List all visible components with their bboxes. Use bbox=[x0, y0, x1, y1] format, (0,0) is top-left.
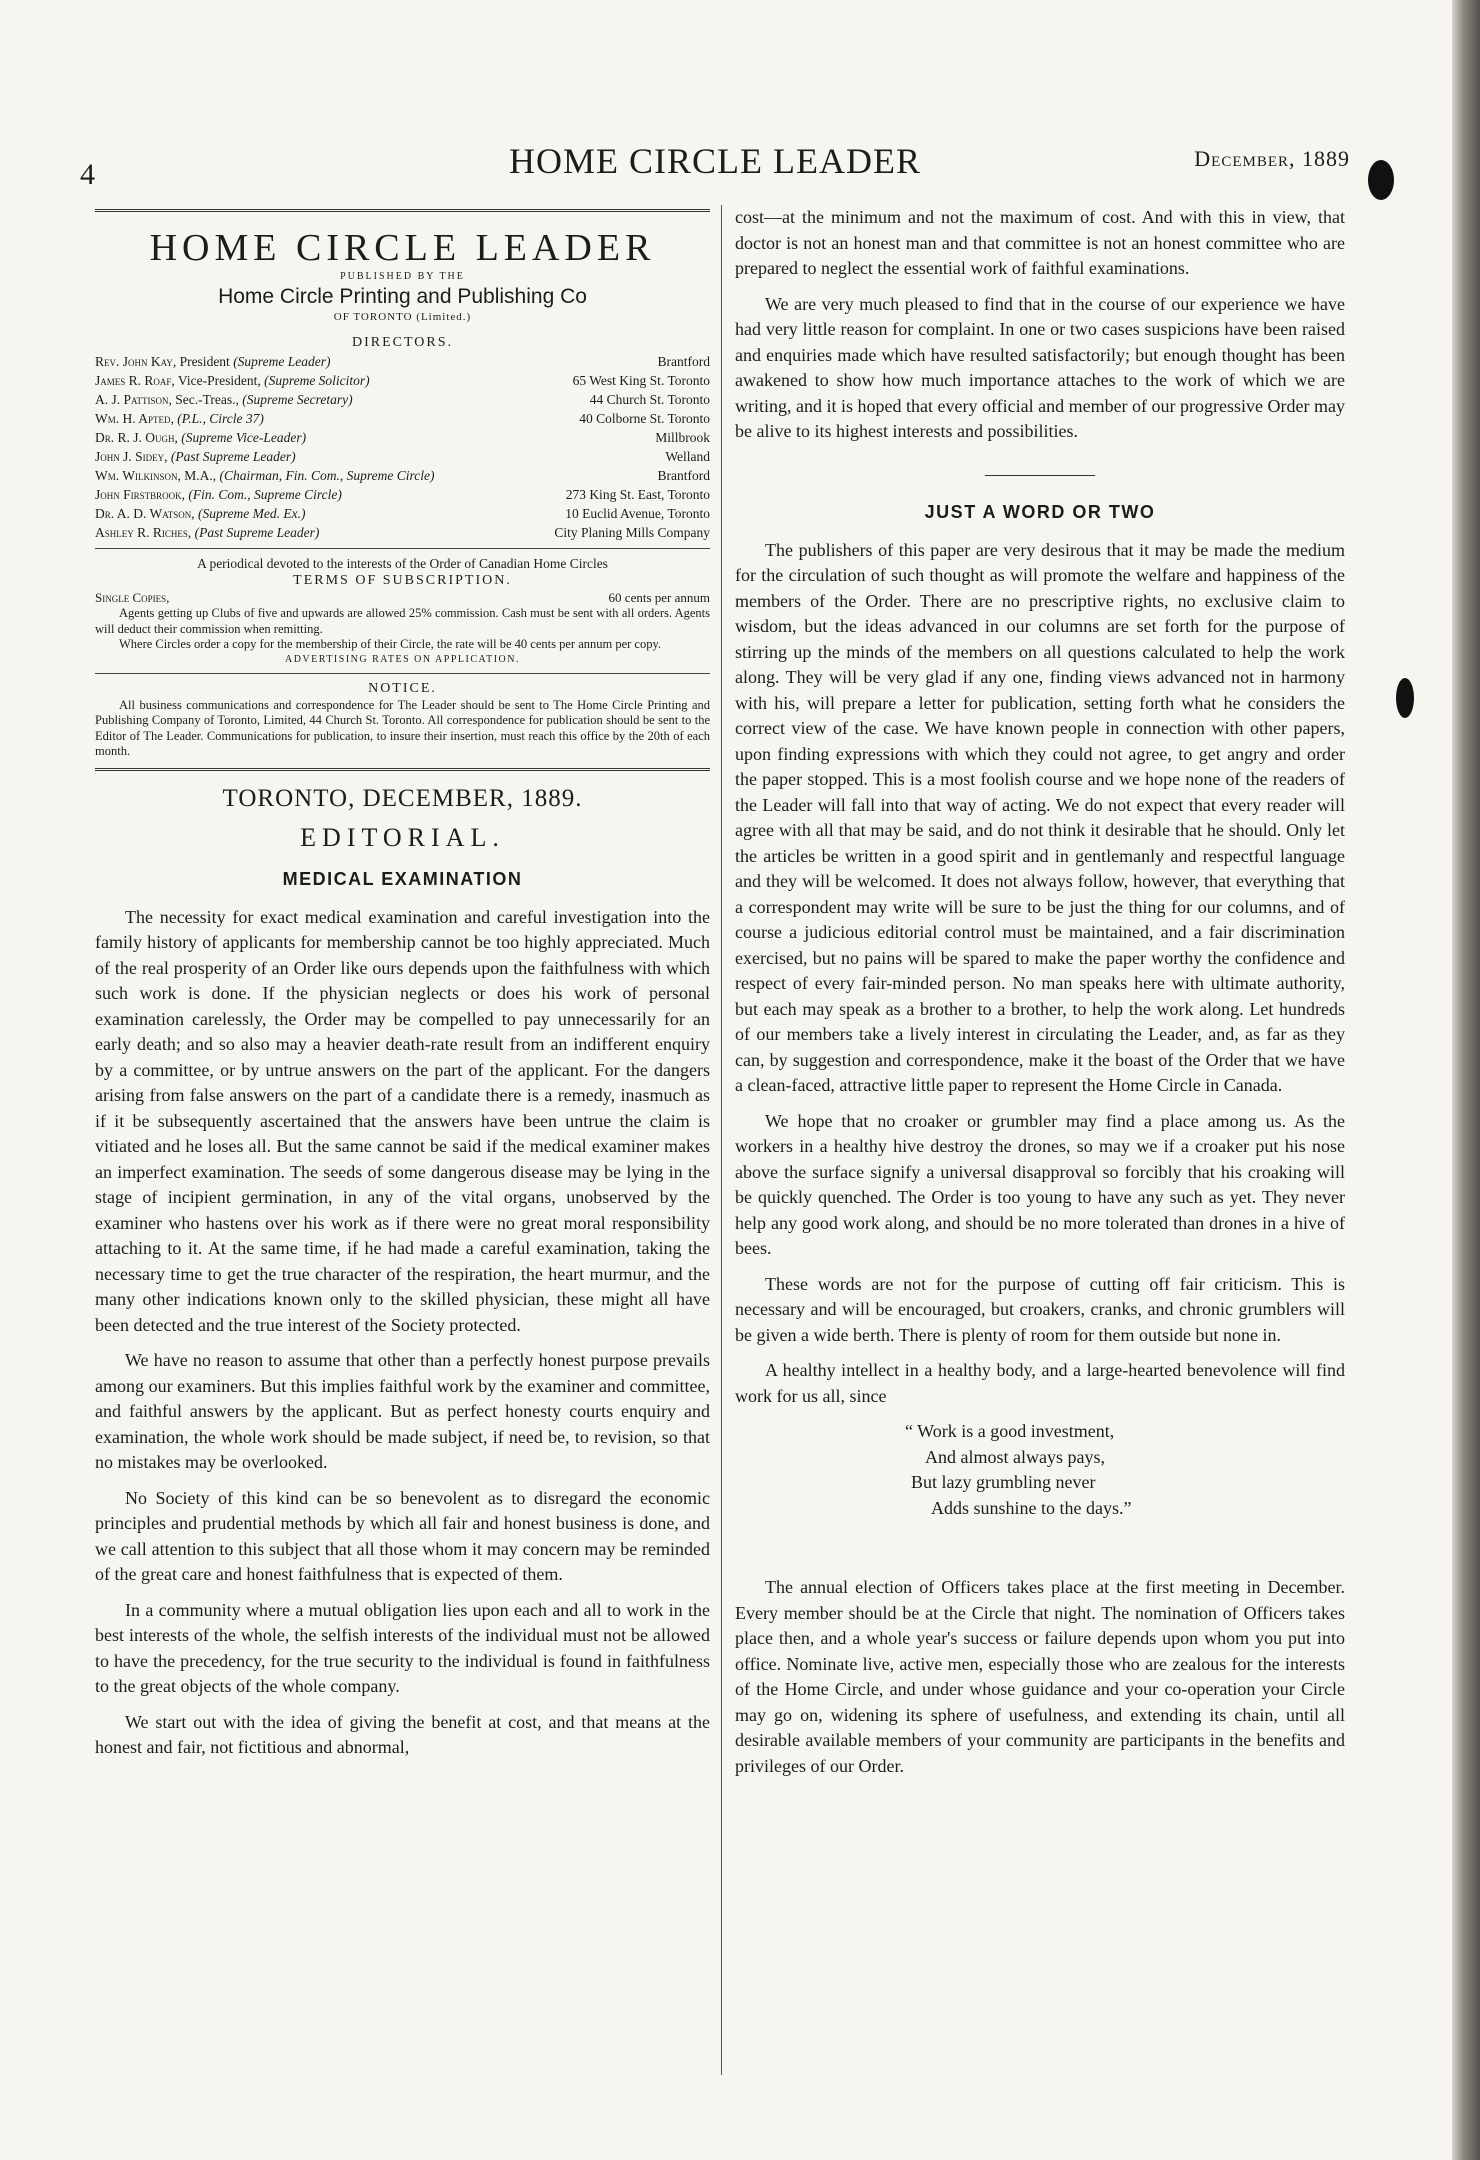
article-paragraph: The necessity for exact medical examination and careful investigation into the family history of applicants for membership cannot be too highly appreciated. Much of the real prosperity of an Order like ours depends upon the faithfulness with which such work is done. If the physician neglects or does his work of personal examination carelessly, the Order may be compelled to pay unnecessarily for an early death; and so also may a heavier death-rate result from an indifferent enquiry by a committee, or by untrue answers on the part of the applicant. For the dangers arising from false answers on the part of a candidate there is a remedy, inasmuch as if it be subsequently ascertained that the answers have been untrue the claim is vitiated and he loses all. But the same cannot be said if the medical examiner makes an imperfect examination. The seeds of some dangerous disease may be lying in the stage of incipient germination, in any of the vital organs, unobserved by the examiner who hastens over his work as if there were no great moral responsibility attaching to it. At the same time, if he had made a careful examination, taking the necessary time to get the true character of the respiration, the heart murmur, and the many other indications known only to the skilled physician, these might all have been detected and the true interest of the Society protected. bbox=[95, 906, 710, 1335]
director-role: , bbox=[170, 411, 178, 426]
column-divider bbox=[721, 205, 722, 2075]
director-row bbox=[95, 371, 710, 390]
left-column bbox=[95, 205, 710, 1771]
director-address: 44 Church St. Toronto bbox=[589, 392, 710, 407]
director-office: (Fin. Com., Supreme Circle) bbox=[188, 487, 342, 502]
notice-text: All business communications and correspondence for The Leader should be sent to The Home Circle Printing and Publishing Company of Toronto, Limited, 44 Church St. Toronto. All correspondence for publication should be sent to the Editor of The Leader. Communications for publication, to insure their insertion, must reach this office by the 20th of each month. bbox=[95, 697, 710, 758]
single-copies-row bbox=[95, 590, 710, 606]
dateline: TORONTO, DECEMBER, 1889. bbox=[222, 784, 583, 812]
word-heading: JUST A WORD OR TWO bbox=[924, 501, 1156, 522]
director-address: Brantford bbox=[657, 354, 710, 369]
periodical-note: A periodical devoted to the interests of the Order of Canadian Home Circles bbox=[197, 556, 608, 571]
running-title: HOME CIRCLE LEADER bbox=[509, 141, 921, 181]
word-article bbox=[735, 538, 1345, 1410]
director-row bbox=[95, 428, 710, 447]
running-date: December, 1889 bbox=[1194, 146, 1350, 171]
director-role: , bbox=[191, 506, 199, 521]
article-paragraph: No Society of this kind can be so benevolent as to disregard the economic principles and prudential methods by which all fair and honest business is done, and we call attention to this subject that all those whom it may concern may be reminded of the great care and honest faithfulness that is expected of them. bbox=[95, 1487, 710, 1584]
director-role: , bbox=[181, 487, 189, 502]
director-address: 40 Colborne St. Toronto bbox=[579, 411, 710, 426]
director-office: (Supreme Leader) bbox=[233, 354, 331, 369]
director-office: (Supreme Solicitor) bbox=[264, 373, 370, 388]
director-row bbox=[95, 390, 710, 409]
director-row bbox=[95, 447, 710, 466]
director-role: , bbox=[164, 449, 171, 464]
article-paragraph: The publishers of this paper are very desirous that it may be made the medium for the circulation of such thought as will promote the welfare and happiness of the members of the Order. There are no prescriptive rights, no exclusive claim to wisdom, but the ideas advanced in our columns are set forth for the purpose of stirring up the minds of the members on all questions calculated to help the work along. They will be very glad if any one, finding views advanced not in harmony with his, will prepare a letter for publication, setting forth what he considers the correct view of the case. We have known people in connection with other papers, upon finding expressions with which they could not agree, to get angry and order the paper stopped. This is a most foolish course and we hope none of the readers of the Leader will fall into that way of acting. We do not expect that every reader will agree with all that may be said, and do not think it desirable that he should. Only let the articles be written in a good spirit and in gentlemanly and respectful language and they will be welcomed. It does not always follow, however, that everything that a correspondent may write will be sure to be just the thing for our columns, and of course a judicious editorial control must be maintained, and a fair discrimination exercised, but no pains will be spared to make the paper worthy the confidence and respect of every fair-minded person. No man speaks here with ultimate authority, but each may speak as a brother to a brother, to help the work along. Let hundreds of our members take a lively interest in circulating the Leader, and, as far as they can, by suggestion and correspondence, make it the boast of the Order that we have a clean-faced, attractive little paper to represent the Home Circle in Canada. bbox=[735, 539, 1345, 1095]
poem-line: Adds sunshine to the days.” bbox=[931, 1497, 1132, 1518]
divider bbox=[95, 209, 710, 212]
election-paragraph: The annual election of Officers takes place at the first meeting in December. Every member should be at the Circle that night. The nomination of Officers takes place then, and a whole year's success or failure depends upon whom you put into office. Nominate live, active men, especially those who are zealous for the interests of the Home Circle, and under whose guidance and your co-operation your Circle may go on, widening its sphere of usefulness, and extending its chain, until all desirable available members of your community are participants in the benefits and privileges of our Order. bbox=[735, 1577, 1345, 1776]
article-paragraph: A healthy intellect in a healthy body, and a large-hearted benevolence will find work for us all, since bbox=[735, 1360, 1345, 1406]
subscription-heading: TERMS OF SUBSCRIPTION. bbox=[293, 573, 512, 588]
poem-line: And almost always pays, bbox=[925, 1446, 1105, 1467]
medical-article bbox=[95, 905, 710, 1761]
director-row bbox=[95, 523, 710, 542]
running-head bbox=[80, 140, 1350, 190]
director-role: , Vice-President, bbox=[171, 373, 265, 388]
director-name: John J. Sidey bbox=[95, 449, 165, 464]
director-row bbox=[95, 409, 710, 428]
scan-binding-edge bbox=[1452, 0, 1480, 2160]
notice-heading: NOTICE. bbox=[368, 680, 437, 696]
article-paragraph: We start out with the idea of giving the benefit at cost, and that means at the honest and fair, not fictitious and abnormal, bbox=[95, 1711, 710, 1757]
directors-heading: DIRECTORS. bbox=[351, 335, 454, 350]
article-paragraph: We have no reason to assume that other than a perfectly honest purpose prevails among our examiners. But this implies faithful work by the examiner and committee, and faithful answers by the applicant. But as perfect honesty courts enquiry and examination, the whole work should be made subject, if need be, to revision, so that no mistakes may be overlooked. bbox=[95, 1350, 710, 1472]
divider bbox=[95, 673, 710, 674]
poem-line: “ Work is a good investment, bbox=[905, 1421, 1115, 1441]
director-address: 65 West King St. Toronto bbox=[572, 373, 710, 388]
director-name: A. J. Pattison bbox=[95, 392, 169, 407]
director-address: 10 Euclid Avenue, Toronto bbox=[565, 506, 710, 521]
circles-note: Where Circles order a copy for the membership of their Circle, the rate will be 40 cents per annum per copy. bbox=[119, 637, 662, 651]
article-paragraph: These words are not for the purpose of cutting off fair criticism. This is necessary and will be encouraged, but croakers, cranks, and chronic grumblers will be given a wide berth. There is plenty of room for them outside but none in. bbox=[735, 1273, 1345, 1345]
director-office: (Past Supreme Leader) bbox=[194, 525, 320, 540]
single-copies-rate: 60 cents per annum bbox=[608, 590, 710, 605]
director-name: Dr. R. J. Ough bbox=[95, 430, 175, 445]
masthead-location: OF TORONTO (Limited.) bbox=[333, 311, 472, 323]
agents-note: Agents getting up Clubs of five and upwards are allowed 25% commission. Cash must be sent with all orders. Agents will deduct their commission when remitting. bbox=[95, 606, 710, 636]
director-office: (P.L., Circle 37) bbox=[177, 411, 264, 426]
medical-continuation bbox=[735, 205, 1345, 445]
director-role: , Sec.-Treas., bbox=[168, 392, 243, 407]
director-row bbox=[95, 352, 710, 371]
divider bbox=[95, 768, 710, 771]
director-role: , President bbox=[172, 354, 234, 369]
editorial-heading: EDITORIAL. bbox=[300, 822, 505, 852]
director-name: John Firstbrook bbox=[95, 487, 182, 502]
director-role: , bbox=[174, 430, 182, 445]
director-office: (Supreme Vice-Leader) bbox=[181, 430, 307, 445]
medical-heading: MEDICAL EXAMINATION bbox=[282, 868, 523, 889]
director-role: , M.A., bbox=[177, 468, 220, 483]
director-office: (Past Supreme Leader) bbox=[170, 449, 296, 464]
masthead-title: HOME CIRCLE LEADER bbox=[149, 227, 656, 269]
director-row bbox=[95, 485, 710, 504]
director-name: Dr. A. D. Watson bbox=[95, 506, 192, 521]
page-number: 4 bbox=[80, 158, 95, 191]
director-name: Wm. H. Apted bbox=[95, 411, 171, 426]
punch-hole bbox=[1396, 678, 1414, 718]
director-name: Ashley R. Riches bbox=[95, 525, 188, 540]
article-paragraph: In a community where a mutual obligation lies upon each and all to work in the best interests of the whole, the selfish interests of the individual must not be allowed to have the precedency, for the true security to the individual is found in faithfulness to the great objects of the whole company. bbox=[95, 1599, 710, 1696]
masthead-company: Home Circle Printing and Publishing Co bbox=[218, 285, 587, 308]
director-name: Rev. John Kay bbox=[95, 354, 173, 369]
director-address: City Planing Mills Company bbox=[554, 525, 710, 540]
poem bbox=[905, 1419, 1345, 1521]
single-copies-label: Single Copies, bbox=[95, 590, 170, 605]
director-office: (Supreme Secretary) bbox=[242, 392, 353, 407]
director-office: (Chairman, Fin. Com., Supreme Circle) bbox=[219, 468, 435, 483]
poem-line: But lazy grumbling never bbox=[911, 1472, 1096, 1492]
article-paragraph: We hope that no croaker or grumbler may find a place among us. As the workers in a healthy hive destroy the drones, so may we if a croaker put his nose above the surface signify a universal disapproval so forcibly that his croaking will be quickly quenched. The Order is too young to have any such as yet. They never help any good work along, and should be no more tolerated than drones in a hive of bees. bbox=[735, 1110, 1345, 1258]
director-role: , bbox=[187, 525, 195, 540]
director-address: Millbrook bbox=[655, 430, 710, 445]
divider bbox=[95, 548, 710, 549]
directors-list bbox=[95, 352, 710, 542]
section-rule bbox=[985, 475, 1095, 476]
spacer bbox=[735, 1527, 1345, 1575]
punch-hole bbox=[1368, 160, 1394, 200]
director-row bbox=[95, 504, 710, 523]
masthead-published-by: PUBLISHED BY THE bbox=[340, 271, 465, 282]
right-column bbox=[735, 205, 1345, 1789]
director-name: Wm. Wilkinson bbox=[95, 468, 178, 483]
article-paragraph: We are very much pleased to find that in the course of our experience we have had very little reason for complaint. In one or two cases suspicions have been raised and enquiries made which have resulted satisfactorily; but enough thought has been awakened to show how much importance attaches to the work of which we are writing, and it is hoped that every official and member of our progressive Order may be alive to its highest interests and possibilities. bbox=[735, 293, 1345, 441]
advertising-note: ADVERTISING RATES ON APPLICATION. bbox=[284, 653, 521, 665]
director-name: James R. Roaf bbox=[95, 373, 172, 388]
director-address: 273 King St. East, Toronto bbox=[565, 487, 710, 502]
director-address: Brantford bbox=[657, 468, 710, 483]
article-paragraph: cost—at the minimum and not the maximum of cost. And with this in view, that doctor is not an honest man and that committee is not an honest committee who are prepared to neglect the essential work of faithful examinations. bbox=[735, 207, 1345, 278]
director-row bbox=[95, 466, 710, 485]
director-address: Welland bbox=[665, 449, 710, 464]
director-office: (Supreme Med. Ex.) bbox=[198, 506, 306, 521]
